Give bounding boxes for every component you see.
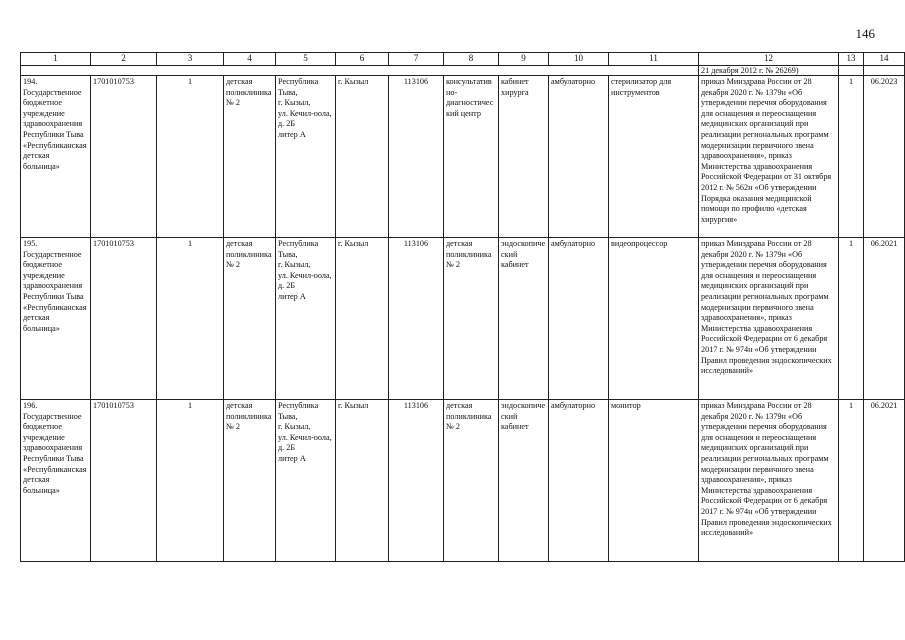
table-row xyxy=(21,400,905,562)
code-cell: 113106 xyxy=(389,400,444,562)
column-header-9: 9 xyxy=(499,53,549,66)
address-cell: Республика Тыва, г. Кызыл, ул. Кечил-оола, д. 2Б литер А xyxy=(276,76,336,238)
continuation-text: 21 декабря 2012 г. № 26269) xyxy=(699,66,839,76)
column-header-12: 12 xyxy=(699,53,839,66)
city-cell: г. Кызыл xyxy=(336,400,389,562)
care-type-cell: амбулаторно xyxy=(549,238,609,400)
column-header-11: 11 xyxy=(609,53,699,66)
inn-cell: 1701010753 xyxy=(91,76,157,238)
column-header-8: 8 xyxy=(444,53,499,66)
department-cell: консультативно-диагностический центр xyxy=(444,76,499,238)
room-cell: эндоскопический кабинет xyxy=(499,238,549,400)
date-cell: 06.2021 xyxy=(864,400,905,562)
room-cell: эндоскопический кабинет xyxy=(499,400,549,562)
continuation-row xyxy=(21,66,905,76)
care-type-cell: амбулаторно xyxy=(549,76,609,238)
code-cell: 113106 xyxy=(389,238,444,400)
column-header-1: 1 xyxy=(21,53,91,66)
date-cell: 06.2021 xyxy=(864,238,905,400)
column-header-5: 5 xyxy=(276,53,336,66)
column-header-3: 3 xyxy=(157,53,224,66)
continuation-blank-14 xyxy=(864,66,905,76)
column-header-6: 6 xyxy=(336,53,389,66)
equipment-cell: видеопроцессор xyxy=(609,238,699,400)
table-row xyxy=(21,76,905,238)
column-header-10: 10 xyxy=(549,53,609,66)
organization-cell: 194. Государственное бюджетное учреждение здравоохранения Республики Тыва «Республиканская детская больница» xyxy=(21,76,91,238)
code-cell: 113106 xyxy=(389,76,444,238)
col3-cell: 1 xyxy=(157,400,224,562)
continuation-blank xyxy=(21,66,699,76)
inn-cell: 1701010753 xyxy=(91,400,157,562)
legal-basis-cell: приказ Минздрава России от 28 декабря 2020 г. № 1379н «Об утверждении перечня оборудования для оснащения и переоснащения медицинских организаций при реализации региональных программ модернизации первичного звена здравоохранения», приказ Министерства здравоохранения Российской Федерации от 6 декабря 2017 г. № 974н «Об утверждении Правил проведения эндоскопических исследований» xyxy=(699,238,839,400)
care-type-cell: амбулаторно xyxy=(549,400,609,562)
col3-cell: 1 xyxy=(157,76,224,238)
column-header-2: 2 xyxy=(91,53,157,66)
equipment-cell: стерилизатор для инструментов xyxy=(609,76,699,238)
continuation-blank-13 xyxy=(839,66,864,76)
room-cell: кабинет хирурга xyxy=(499,76,549,238)
inn-cell: 1701010753 xyxy=(91,238,157,400)
department-cell: детская поликлиника № 2 xyxy=(444,238,499,400)
column-number-header-row xyxy=(21,53,905,66)
equipment-cell: монитор xyxy=(609,400,699,562)
page-number: 146 xyxy=(855,26,875,41)
facility-cell: детская поликлиника № 2 xyxy=(224,238,276,400)
city-cell: г. Кызыл xyxy=(336,76,389,238)
quantity-cell: 1 xyxy=(839,238,864,400)
facility-cell: детская поликлиника № 2 xyxy=(224,76,276,238)
facility-cell: детская поликлиника № 2 xyxy=(224,400,276,562)
column-header-14: 14 xyxy=(864,53,905,66)
column-header-13: 13 xyxy=(839,53,864,66)
organization-cell: 195. Государственное бюджетное учреждение здравоохранения Республики Тыва «Республиканская детская больница» xyxy=(21,238,91,400)
legal-basis-cell: приказ Минздрава России от 28 декабря 2020 г. № 1379н «Об утверждении перечня оборудования для оснащения и переоснащения медицинских организаций при реализации региональных программ модернизации первичного звена здравоохранения», приказ Министерства здравоохранения Российской Федерации от 31 октября 2012 г. № 562н «Об утверждении Порядка оказания медицинской помощи по профилю «детская хирургия» xyxy=(699,76,839,238)
column-header-7: 7 xyxy=(389,53,444,66)
department-cell: детская поликлиника № 2 xyxy=(444,400,499,562)
legal-basis-cell: приказ Минздрава России от 28 декабря 2020 г. № 1379н «Об утверждении перечня оборудования для оснащения и переоснащения медицинских организаций при реализации региональных программ модернизации первичного звена здравоохранения», приказ Министерства здравоохранения Российской Федерации от 6 декабря 2017 г. № 974н «Об утверждении Правил проведения эндоскопических исследований» xyxy=(699,400,839,562)
table-row xyxy=(21,238,905,400)
quantity-cell: 1 xyxy=(839,400,864,562)
quantity-cell: 1 xyxy=(839,76,864,238)
equipment-register-table xyxy=(20,52,905,562)
city-cell: г. Кызыл xyxy=(336,238,389,400)
col3-cell: 1 xyxy=(157,238,224,400)
address-cell: Республика Тыва, г. Кызыл, ул. Кечил-оола, д. 2Б литер А xyxy=(276,400,336,562)
column-header-4: 4 xyxy=(224,53,276,66)
organization-cell: 196. Государственное бюджетное учреждение здравоохранения Республики Тыва «Республиканская детская больница» xyxy=(21,400,91,562)
date-cell: 06.2023 xyxy=(864,76,905,238)
address-cell: Республика Тыва, г. Кызыл, ул. Кечил-оола, д. 2Б литер А xyxy=(276,238,336,400)
